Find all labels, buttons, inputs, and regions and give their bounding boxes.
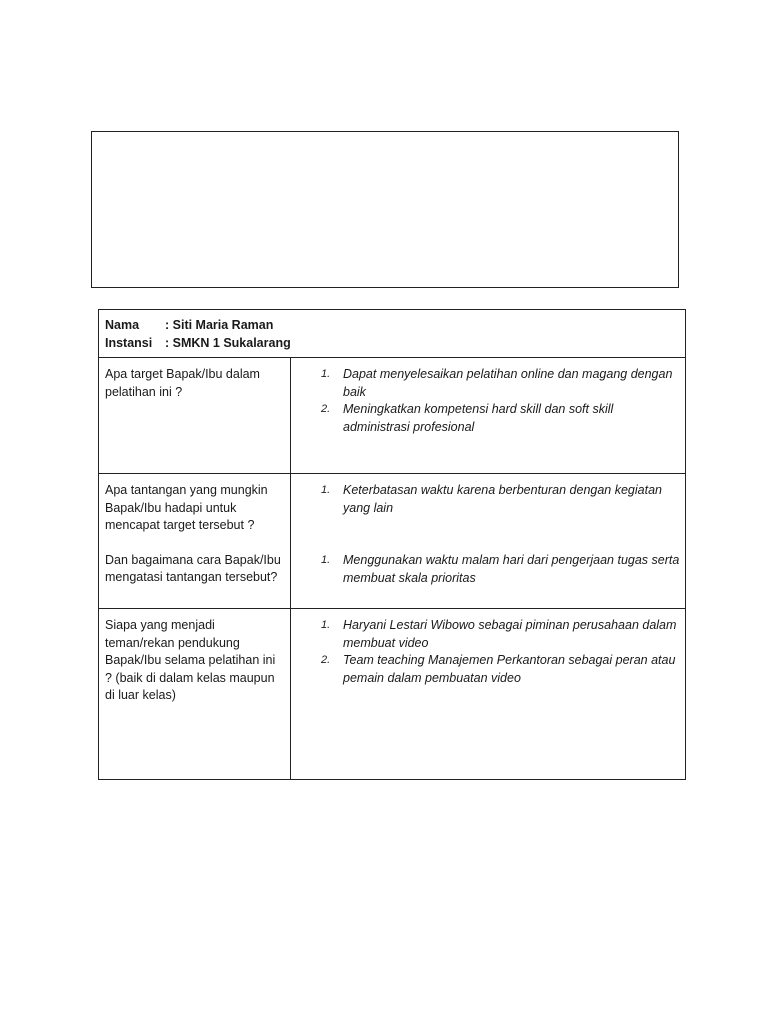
list-number: 1. [321,368,331,380]
list-item [291,401,681,436]
question-challenge-solution: Dan bagaimana cara Bapak/Ibu mengatasi tantangan tersebut? [105,552,281,584]
institution-line [105,335,679,353]
list-number: 2. [321,403,331,415]
list-number: 1. [321,484,331,496]
answer-list-challenge-solution [291,552,681,587]
name-value: : Siti Maria Raman [165,318,274,332]
answer-list-support [291,617,681,687]
answer-text: Menggunakan waktu malam hari dari pengerjaan tugas serta membuat skala prioritas [343,553,680,585]
answer-text: Keterbatasan waktu karena berbenturan dengan kegiatan yang lain [343,483,662,515]
table-row-target [99,358,686,474]
list-number: 1. [321,619,331,631]
list-item [291,652,681,687]
list-number: 1. [321,554,331,566]
institution-label: Instansi [105,335,153,350]
question-cell-challenge [99,474,291,609]
table-row-challenge [99,474,686,609]
answer-text: Dapat menyelesaikan pelatihan online dan magang dengan baik [343,367,673,399]
question-target: Apa target Bapak/Ibu dalam pelatihan ini ? [105,367,260,399]
answer-list-challenge [291,482,681,517]
empty-header-box [91,131,679,288]
list-item [291,366,681,401]
answer-text: Team teaching Manajemen Perkantoran sebagai peran atau pemain dalam pembuatan video [343,653,676,685]
list-item [291,482,681,517]
question-challenge: Apa tantangan yang mungkin Bapak/Ibu hadapi untuk mencapat target tersebut ? [105,483,268,532]
identity-cell [99,310,686,358]
list-number: 2. [321,654,331,666]
list-item [291,617,681,652]
answer-cell-target [291,358,686,474]
list-item [291,552,681,587]
table-row-support [99,609,686,780]
answer-cell-challenge [291,474,686,609]
answer-text: Haryani Lestari Wibowo sebagai piminan perusahaan dalam membuat video [343,618,677,650]
answer-cell-support [291,609,686,780]
question-support: Siapa yang menjadi teman/rekan pendukung Bapak/Ibu selama pelatihan ini ? (baik di dalam kelas maupun di luar kelas) [105,618,276,702]
name-label: Nama [105,318,140,332]
question-cell-target [99,358,291,474]
identity-row [99,310,686,358]
reflection-table [98,309,686,780]
answer-list-target [291,366,681,436]
name-line [105,317,679,335]
institution-value: : SMKN 1 Sukalarang [165,335,291,350]
answer-text: Meningkatkan kompetensi hard skill dan soft skill administrasi profesional [343,402,614,434]
question-cell-support [99,609,291,780]
